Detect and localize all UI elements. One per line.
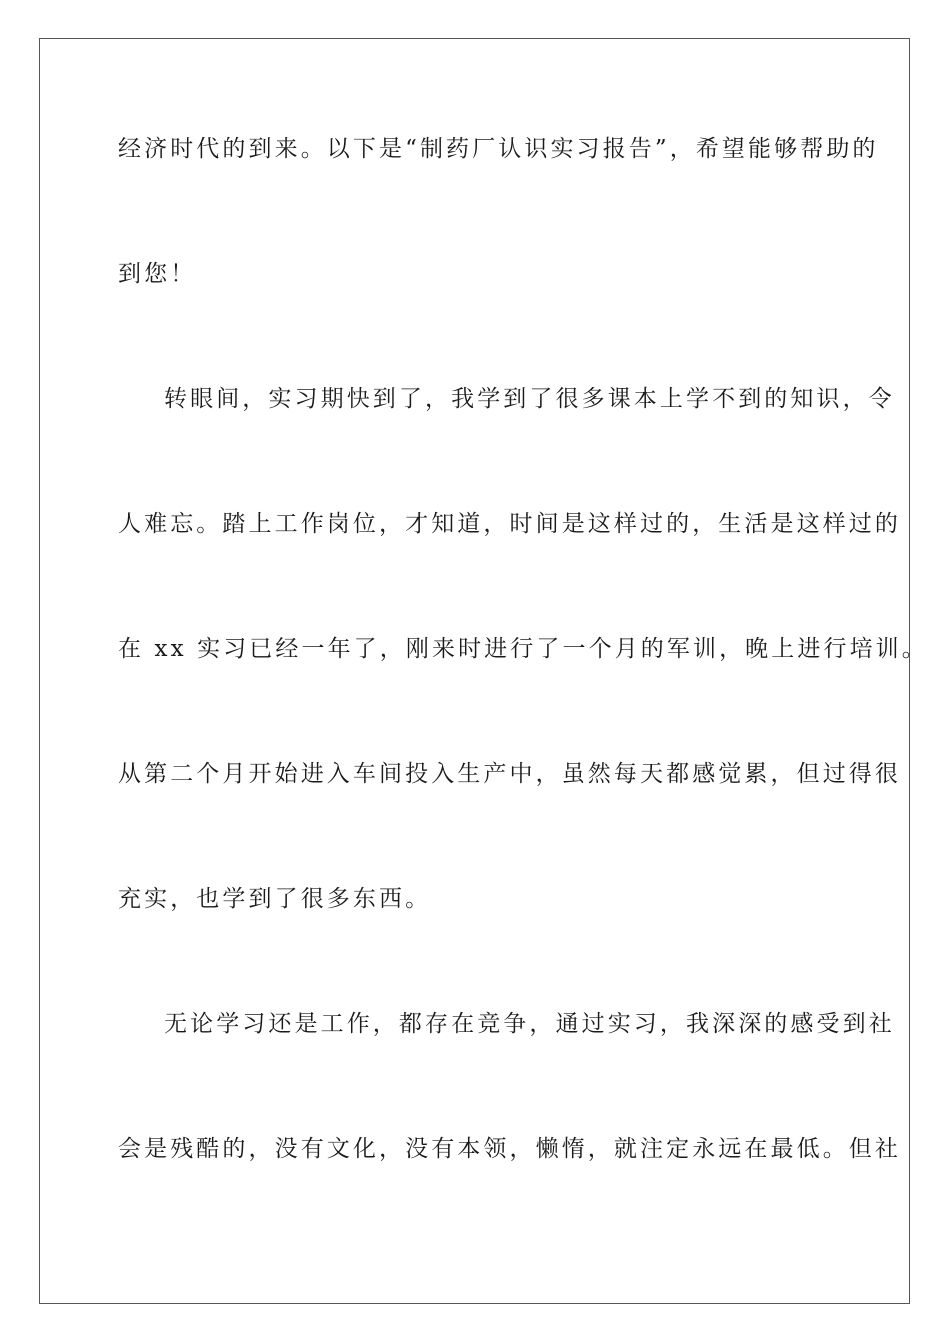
page-frame	[39, 38, 910, 1304]
text-line: 人难忘。踏上工作岗位，才知道，时间是这样过的，生活是这样过的	[118, 511, 901, 537]
text-line: 在 xx 实习已经一年了，刚来时进行了一个月的军训，晚上进行培训。	[118, 636, 928, 662]
text-line: 充实，也学到了很多东西。	[118, 886, 432, 912]
paragraph-first-line: 转眼间，实习期快到了，我学到了很多课本上学不到的知识，令	[164, 386, 895, 412]
text-line: 从第二个月开始进入车间投入生产中，虽然每天都感觉累，但过得很	[118, 761, 901, 787]
text-line: 到您！	[118, 261, 197, 287]
paragraph-first-line: 无论学习还是工作，都存在竞争，通过实习，我深深的感受到社	[164, 1011, 895, 1037]
text-line: 经济时代的到来。以下是“制药厂认识实习报告”，希望能够帮助的	[118, 136, 879, 162]
text-line: 会是残酷的，没有文化，没有本领，懒惰，就注定永远在最低。但社	[118, 1136, 901, 1162]
